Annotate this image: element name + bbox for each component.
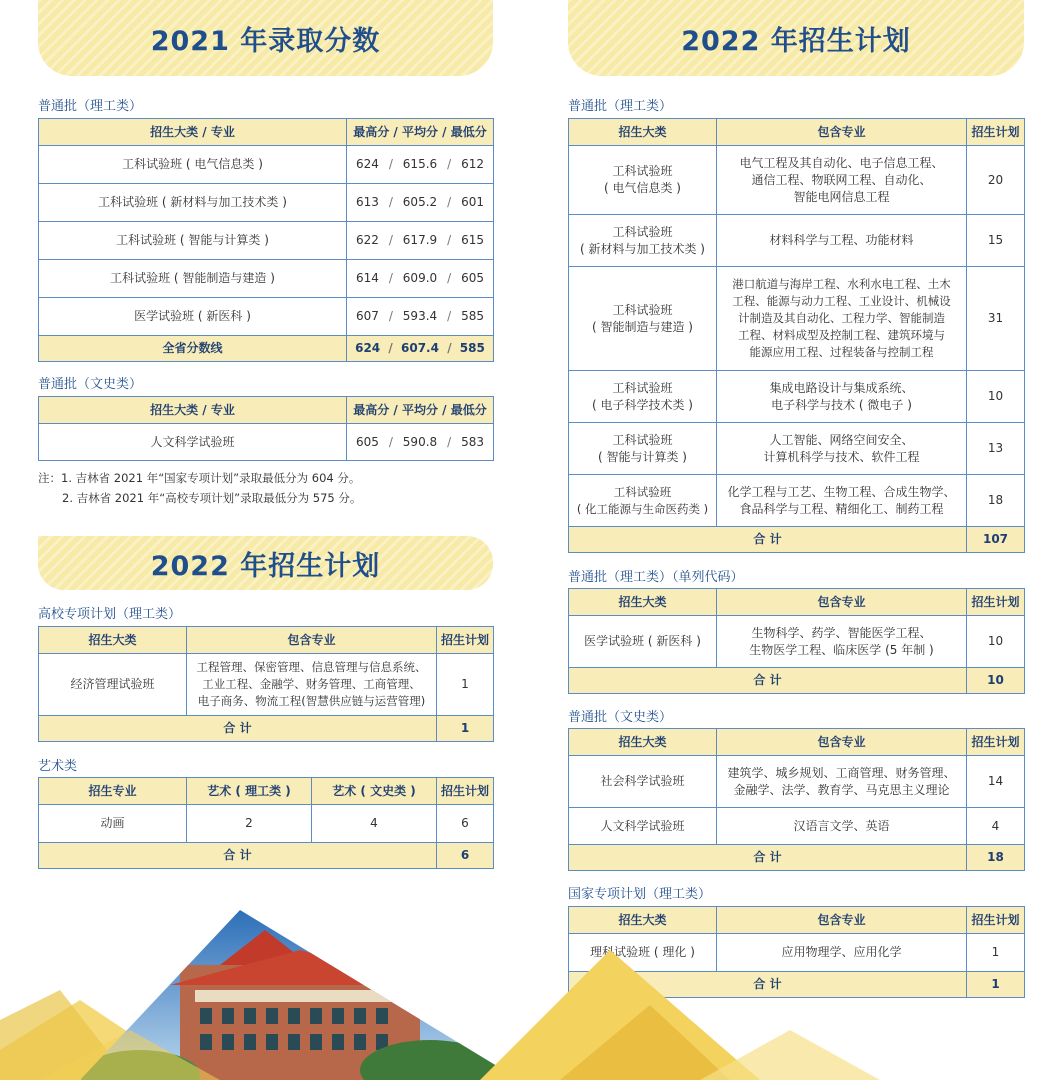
category-name: 工科试验班 ( 化工能源与生命医药类 ) <box>569 475 717 527</box>
banner-2022-plan-left <box>38 536 493 590</box>
separator: / <box>388 271 393 285</box>
avg-score: 615.6 <box>402 157 438 171</box>
majors-cell: 建筑学、城乡规划、工商管理、财务管理、 金融学、法学、教育学、马克思主义理论 <box>717 756 967 808</box>
majors-cell: 化学工程与工艺、生物工程、合成生物学、 食品科学与工程、精细化工、制药工程 <box>717 475 967 527</box>
table-row <box>569 371 1025 423</box>
table-2021-sci-scores <box>38 118 494 362</box>
category-name: 工科试验班 ( 电气信息类 ) <box>569 146 717 215</box>
major-name: 工科试验班 ( 智能制造与建造 ) <box>39 260 347 298</box>
table-total-row <box>569 845 1025 871</box>
col-header: 最高分 / 平均分 / 最低分 <box>347 397 494 424</box>
total-count: 1 <box>967 972 1025 998</box>
col-header: 包含专业 <box>717 729 967 756</box>
plan-count: 20 <box>967 146 1025 215</box>
section-label-2022-sci-code: 普通批（理工类）（单列代码） <box>568 570 744 585</box>
min-score: 583 <box>461 434 484 449</box>
col-header: 招生大类 <box>569 589 717 616</box>
col-header: 包含专业 <box>187 627 437 654</box>
separator: / <box>388 195 393 209</box>
col-header: 招生计划 <box>967 119 1025 146</box>
banner-title: 2022 年招生计划 <box>150 550 381 582</box>
min-score: 585 <box>461 309 484 323</box>
plan-count: 15 <box>967 215 1025 267</box>
min-score: 605 <box>461 271 484 285</box>
arts-count: 4 <box>312 805 437 843</box>
total-label: 全省分数线 <box>39 336 347 362</box>
note-1: 注：1. 吉林省 2021 年“国家专项计划”录取最低分为 604 分。 <box>38 471 361 485</box>
max-score: 605 <box>355 434 379 449</box>
sci-count: 2 <box>187 805 312 843</box>
col-header: 包含专业 <box>717 119 967 146</box>
avg-score: 617.9 <box>402 233 438 247</box>
major-name: 人文科学试验班 <box>39 424 347 461</box>
separator: / <box>388 233 393 247</box>
major-name: 工科试验班 ( 新材料与加工技术类 ) <box>39 184 347 222</box>
section-label-2022-arts: 普通批（文史类） <box>568 710 673 725</box>
table-total-row <box>39 843 494 869</box>
col-header: 招生专业 <box>39 778 187 805</box>
separator: / <box>388 157 393 171</box>
total-count: 107 <box>967 527 1025 553</box>
separator: / <box>447 309 452 323</box>
col-header: 艺术 ( 文史类 ) <box>312 778 437 805</box>
max-score: 624 <box>355 157 379 171</box>
plan-count: 4 <box>967 808 1025 845</box>
separator: / <box>388 309 393 323</box>
table-row <box>39 222 494 260</box>
table-row <box>39 260 494 298</box>
plan-count: 1 <box>437 654 494 716</box>
total-label: 合 计 <box>39 716 437 742</box>
total-count: 1 <box>437 716 494 742</box>
col-header: 招生大类 <box>569 729 717 756</box>
plan-count: 10 <box>967 616 1025 668</box>
max-score: 624 <box>355 341 381 355</box>
col-header: 最高分 / 平均分 / 最低分 <box>347 119 494 146</box>
section-label-2022-sci: 普通批（理工类） <box>568 99 673 114</box>
table-total-row <box>569 668 1025 694</box>
major-name: 工科试验班 ( 智能与计算类 ) <box>39 222 347 260</box>
category-name: 工科试验班 ( 电子科学技术类 ) <box>569 371 717 423</box>
table-art-plan <box>38 777 494 869</box>
majors-cell: 人工智能、网络空间安全、 计算机科学与技术、软件工程 <box>717 423 967 475</box>
table-row <box>569 215 1025 267</box>
table-row <box>569 423 1025 475</box>
major-name: 动画 <box>39 805 187 843</box>
avg-score: 605.2 <box>402 195 438 209</box>
table-2021-arts-scores <box>38 396 494 461</box>
note-2: 2. 吉林省 2021 年“高校专项计划”录取最低分为 575 分。 <box>62 491 362 505</box>
category-name: 工科试验班 ( 新材料与加工技术类 ) <box>569 215 717 267</box>
plan-count: 18 <box>967 475 1025 527</box>
majors-cell: 应用物理学、应用化学 <box>717 934 967 972</box>
major-name: 医学试验班 ( 新医科 ) <box>39 298 347 336</box>
col-header: 招生计划 <box>967 729 1025 756</box>
col-header: 招生大类 / 专业 <box>39 119 347 146</box>
separator: / <box>447 157 452 171</box>
total-label: 合 计 <box>569 527 967 553</box>
total-label: 合 计 <box>569 845 967 871</box>
category-name: 经济管理试验班 <box>39 654 187 716</box>
separator: / <box>447 341 452 355</box>
total-label: 合 计 <box>39 843 437 869</box>
table-2022-sci-code-plan <box>568 588 1025 694</box>
plan-count: 14 <box>967 756 1025 808</box>
section-label-college-plan: 高校专项计划（理工类） <box>38 607 182 622</box>
majors-cell: 集成电路设计与集成系统、 电子科学与技术 ( 微电子 ) <box>717 371 967 423</box>
separator: / <box>447 233 452 247</box>
col-header: 招生大类 <box>39 627 187 654</box>
table-row <box>569 475 1025 527</box>
max-score: 622 <box>355 233 379 247</box>
col-header: 招生计划 <box>967 907 1025 934</box>
col-header: 包含专业 <box>717 907 967 934</box>
separator: / <box>447 195 452 209</box>
separator: / <box>388 341 393 355</box>
category-name: 理科试验班 ( 理化 ) <box>569 934 717 972</box>
table-row <box>569 808 1025 845</box>
min-score: 585 <box>459 341 485 355</box>
plan-count: 13 <box>967 423 1025 475</box>
table-row <box>569 146 1025 215</box>
majors-line: 工程管理、保密管理、信息管理与信息系统、 <box>196 660 427 674</box>
table-row <box>569 616 1025 668</box>
majors-cell: 材料科学与工程、功能材料 <box>717 215 967 267</box>
table-row <box>569 756 1025 808</box>
majors-cell: 汉语言文学、英语 <box>717 808 967 845</box>
category-name: 社会科学试验班 <box>569 756 717 808</box>
plan-count: 1 <box>967 934 1025 972</box>
plan-count: 6 <box>437 805 494 843</box>
total-count: 18 <box>967 845 1025 871</box>
col-header: 招生计划 <box>967 589 1025 616</box>
table-row <box>39 298 494 336</box>
col-header: 艺术 ( 理工类 ) <box>187 778 312 805</box>
major-name: 工科试验班 ( 电气信息类 ) <box>39 146 347 184</box>
max-score: 607 <box>355 309 379 323</box>
majors-cell: 生物科学、药学、智能医学工程、 生物医学工程、临床医学 (5 年制 ) <box>717 616 967 668</box>
banner-title: 2022 年招生计划 <box>681 25 911 57</box>
table-row <box>39 654 494 716</box>
avg-score: 593.4 <box>402 309 438 323</box>
separator: / <box>447 271 452 285</box>
min-score: 615 <box>461 233 484 247</box>
max-score: 613 <box>355 195 379 209</box>
table-total-row <box>569 527 1025 553</box>
majors-cell: 电气工程及其自动化、电子信息工程、 通信工程、物联网工程、自动化、 智能电网信息工程 <box>717 146 967 215</box>
majors-cell <box>187 654 437 716</box>
avg-score: 590.8 <box>402 434 438 449</box>
table-row <box>569 267 1025 371</box>
avg-score: 609.0 <box>402 271 438 285</box>
banner-2022-plan-right <box>568 0 1024 76</box>
category-name: 医学试验班 ( 新医科 ) <box>569 616 717 668</box>
banner-2021-scores <box>38 0 493 76</box>
separator: / <box>447 434 452 449</box>
table-row <box>39 146 494 184</box>
total-count: 6 <box>437 843 494 869</box>
table-row <box>39 424 494 461</box>
majors-cell: 港口航道与海岸工程、水利水电工程、土木 工程、能源与动力工程、工业设计、机械设 计制造及其自动化、工程力学、智能制造 工程、材料成型及控制工程、建筑环境与 能源应用工程、过程装备与控制工程 <box>717 267 967 371</box>
min-score: 612 <box>461 157 484 171</box>
section-label-2021-arts: 普通批（文史类） <box>38 377 143 392</box>
section-label-2021-sci: 普通批（理工类） <box>38 99 143 114</box>
section-label-national-plan: 国家专项计划（理工类） <box>568 887 712 902</box>
min-score: 601 <box>461 195 484 209</box>
max-score: 614 <box>355 271 379 285</box>
table-2022-sci-plan <box>568 118 1025 553</box>
col-header: 招生大类 <box>569 119 717 146</box>
col-header: 招生计划 <box>437 778 494 805</box>
campus-building-illustration <box>0 910 1057 1080</box>
col-header: 招生大类 <box>569 907 717 934</box>
table-total-row <box>39 716 494 742</box>
section-label-art: 艺术类 <box>38 759 78 774</box>
table-row <box>39 805 494 843</box>
category-name: 工科试验班 ( 智能制造与建造 ) <box>569 267 717 371</box>
table-row <box>39 184 494 222</box>
total-label: 合 计 <box>569 972 967 998</box>
col-header: 招生计划 <box>437 627 494 654</box>
table-college-plan <box>38 626 494 742</box>
banner-title: 2021 年录取分数 <box>150 25 381 57</box>
col-header: 包含专业 <box>717 589 967 616</box>
total-label: 合 计 <box>569 668 967 694</box>
separator: / <box>388 434 393 449</box>
plan-count: 31 <box>967 267 1025 371</box>
table-total-row <box>39 336 494 362</box>
table-2022-arts-plan <box>568 728 1025 871</box>
category-name: 工科试验班 ( 智能与计算类 ) <box>569 423 717 475</box>
total-count: 10 <box>967 668 1025 694</box>
plan-count: 10 <box>967 371 1025 423</box>
category-name: 人文科学试验班 <box>569 808 717 845</box>
majors-line: 工业工程、金融学、财务管理、工商管理、 <box>202 677 421 691</box>
col-header: 招生大类 / 专业 <box>39 397 347 424</box>
majors-line: 电子商务、物流工程(智慧供应链与运营管理) <box>197 694 426 708</box>
avg-score: 607.4 <box>401 341 439 355</box>
